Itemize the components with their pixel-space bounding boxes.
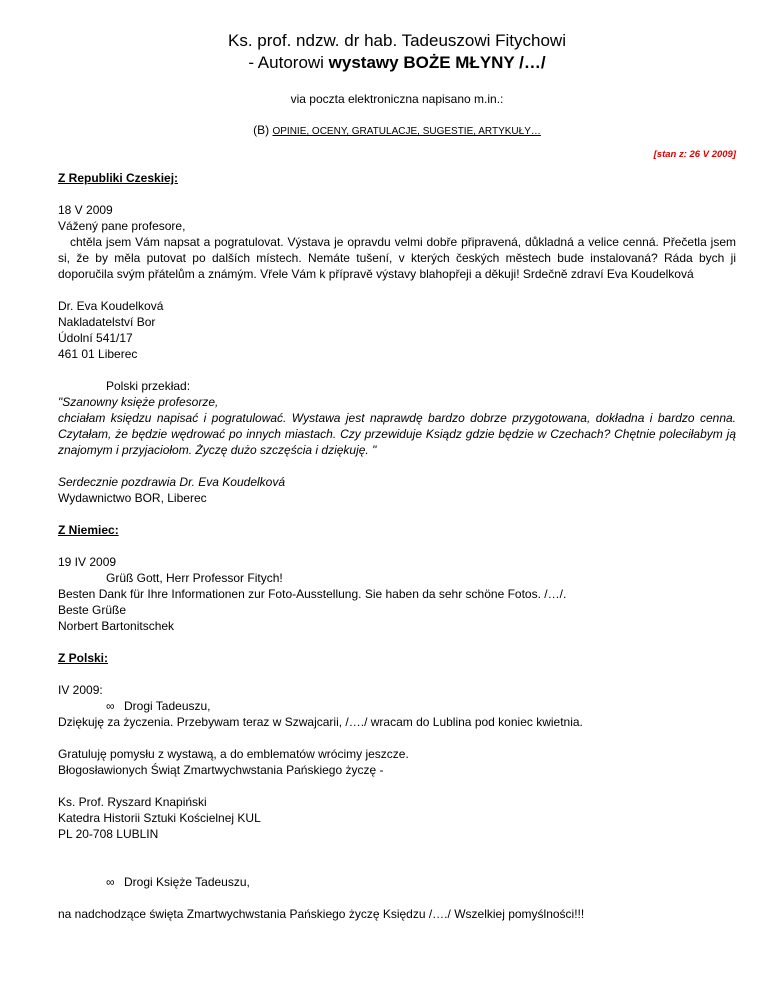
translation-greeting: "Szanowny księże profesorze,	[58, 395, 219, 409]
czech-signature-publisher: Nakladatelství Bor	[58, 315, 156, 329]
category-line	[58, 123, 736, 139]
infinity-bullet-icon: ∞	[106, 875, 115, 889]
poland-line-1: Dziękuję za życzenia. Przebywam teraz w Szwajcarii, /…./ wracam do Lublina pod koniec kwietnia.	[58, 715, 583, 729]
poland-greeting-1-text: Drogi Tadeuszu,	[124, 699, 211, 713]
poland-signature-city: PL 20-708 LUBLIN	[58, 827, 159, 841]
dedication-line: Ks. prof. ndzw. dr hab. Tadeuszowi Fitychowi	[228, 31, 566, 50]
czech-signature-city: 461 01 Liberec	[58, 347, 138, 361]
germany-date: 19 IV 2009	[58, 555, 117, 569]
translation-closing: Serdecznie pozdrawia Dr. Eva Koudelková	[58, 475, 286, 489]
author-line	[58, 52, 736, 74]
author-line-prefix: - Autorowi	[248, 53, 329, 72]
section-heading-czech: Z Republiki Czeskiej:	[58, 171, 179, 185]
poland-greeting-2	[58, 874, 736, 890]
translation-body: chciałam księdzu napisać i pogratulować. Wystawa jest naprawdę bardzo dobrze przygotowana, dokładna i bardzo cenna. Czytałam, że będzie wędrować po innych miastach. Czy przewiduje Ksiądz gdzie będzie w Czechach? Chętnie poleciłabym ją znajomym i przyjaciołom. Życzę dużo szczęścia i dziękuję. "	[58, 411, 736, 457]
czech-signature-name: Dr. Eva Koudelková	[58, 299, 164, 313]
poland-signature-name: Ks. Prof. Ryszard Knapiński	[58, 795, 207, 809]
czech-date: 18 V 2009	[58, 203, 113, 217]
poland-line-3: Błogosławionych Świąt Zmartwychwstania Pańskiego życzę -	[58, 763, 384, 777]
translation-publisher: Wydawnictwo BOR, Liberec	[58, 491, 207, 505]
poland-greeting-2-text: Drogi Księże Tadeuszu,	[124, 875, 250, 889]
poland-line-4: na nadchodzące święta Zmartwychwstania Pańskiego życzę Księdzu /…./ Wszelkiej pomyślności!!!	[58, 907, 585, 921]
document-page	[58, 30, 736, 922]
translation-label: Polski przekład:	[106, 379, 191, 393]
czech-body: chtěla jsem Vám napsat a pogratulovat. Výstava je opravdu velmi dobře připravená, důkladná a velice cenná. Přečetla jsem si, že by měla putovat po dalších místech. Nemáte tušení, v kterých českých městech bude instalovaná? Ráda bych ji doporučila svým přátelům a známým. Vřele Vám k přípravě výstavy blahopřeji a děkuji! Srdečně zdraví Eva Koudelková	[58, 235, 736, 281]
germany-closing: Beste Grüße	[58, 603, 127, 617]
status-date: [stan z: 26 V 2009]	[653, 149, 736, 160]
poland-line-2: Gratuluję pomysłu z wystawą, a do emblematów wrócimy jeszcze.	[58, 747, 409, 761]
category-link[interactable]: OPINIE, OCENY, GRATULACJE, SUGESTIE, ARTYKUŁY…	[272, 126, 541, 137]
section-heading-poland: Z Polski:	[58, 651, 109, 665]
category-prefix: (B)	[253, 123, 273, 137]
poland-date: IV 2009:	[58, 683, 103, 697]
section-heading-germany: Z Niemiec:	[58, 523, 119, 537]
czech-signature-street: Údolní 541/17	[58, 331, 133, 345]
germany-name: Norbert Bartonitschek	[58, 619, 175, 633]
germany-greeting: Grüß Gott, Herr Professor Fitych!	[106, 571, 283, 585]
via-email-note: via poczta elektroniczna napisano m.in.:	[290, 92, 504, 106]
czech-greeting: Vážený pane profesore,	[58, 219, 186, 233]
infinity-bullet-icon: ∞	[106, 699, 115, 713]
exhibition-title: wystawy BOŻE MŁYNY /…/	[328, 53, 546, 72]
germany-body: Besten Dank für Ihre Informationen zur Foto-Ausstellung. Sie haben da sehr schöne Fotos. /…/.	[58, 587, 567, 601]
poland-greeting-1	[58, 698, 736, 714]
poland-signature-department: Katedra Historii Sztuki Kościelnej KUL	[58, 811, 261, 825]
